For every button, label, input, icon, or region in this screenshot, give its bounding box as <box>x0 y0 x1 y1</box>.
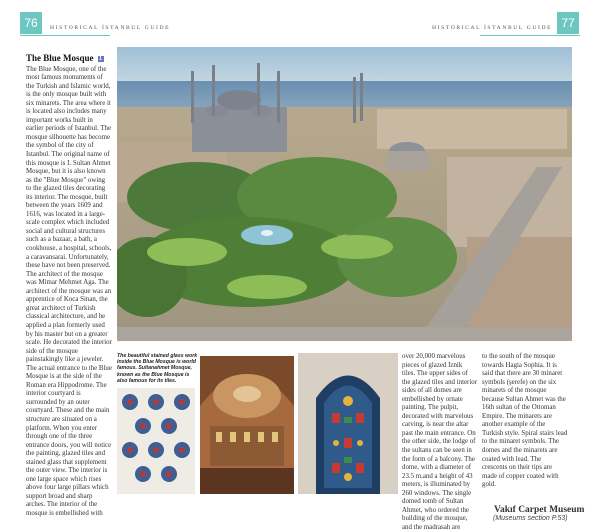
stained-glass-illustration <box>298 353 398 494</box>
article-title-text: The Blue Mosque <box>26 53 94 63</box>
left-page-number: 76 <box>20 12 42 34</box>
iznik-tiles-photo <box>117 388 195 494</box>
mosque-interior-photo <box>200 356 294 494</box>
left-running-title: HISTORICAL İSTANBUL GUIDE <box>50 25 171 31</box>
left-header-rule <box>20 35 110 36</box>
photo-caption: The beautiful stained glass work inside the Blue Mosque is world famous. Sultanahmet Mosque, known as the Blue Mosque is also famous for its tiles. <box>117 353 198 384</box>
aerial-mosque-illustration <box>117 47 572 341</box>
tiles-illustration <box>117 388 195 494</box>
article-number-badge: 1 <box>99 56 102 62</box>
carpet-museum-heading: Vakıf Carpet Museum <box>494 505 585 515</box>
article-title <box>26 54 112 63</box>
left-text-column <box>26 54 112 519</box>
interior-illustration <box>200 356 294 494</box>
stained-glass-photo <box>298 353 398 494</box>
right-running-title: HISTORICAL İSTANBUL GUIDE <box>432 25 553 31</box>
aerial-mosque-photo <box>117 47 572 341</box>
right-text-column: to the south of the mosque towards Hagia Sophia. It is said that there are 30 minaret symbols (şerefe) on the six minarets of the mosque because Sultan Ahmet was the 16th sultan of the Ottoman Empire. The minarets are another example of the Turkish style. Spiral stairs lead to the minaret symbols. The domes and the minarets are coated with lead. The crescents on their tips are made of copper coated with gold. <box>482 353 568 489</box>
right-page-number: 77 <box>557 12 579 34</box>
museums-section-reference: (Museums section P.53) <box>493 515 568 522</box>
middle-text-column: over 20,000 marvelous pieces of glazed Iznik tiles. The upper sides of the glazed tiles and interior sides of all domes are embellished by ornate painting. The pulpit, decorated with marvelous carving, is near the altar past the main entrance. On the other side, the lodge of the sultans can be seen in the form of a balcony. The dome, with a diameter of 23.5 m.and a height of 43 meters, is illuminated by 260 windows. The single domed tomb of Sultan Ahmet, who ordered the building of the mosque, and the madrasah are <box>402 353 478 531</box>
right-header-rule <box>480 35 580 36</box>
left-column-body: The Blue Mosque, one of the most famous monuments of the Turkish and Islamic world, is the only mosque built with six minarets. The area where it is located also includes many important works built in earlier periods of Istanbul. The mosque silhouette has become the symbol of the city of Istanbul. The original name of this mosque is I. Sultan Ahmet Mosque, but it is also known as the "Blue Mosque" owing to the glazed tiles decorating its interior. The mosque, built between the years 1609 and 1616, was located in a large-scale complex which included social and cultural structures such as a bazaar, a bath, a cookhouse, a hospital, schools, a caravansarai. Unfortunately, these have not been preserved. The architect of the mosque was Mimar Mehmet Aga. The architect of the mosque was an apprentice of Koca Sinan, the great architect of Turkish classical architecture, and he applied a plan formerly used by his master but on a greater scale. He decorated the interior side of the mosque painstakingly like a jeweler. The actual entrance to the Blue Mosque is at the side of the Roman era Hippodrome. The interior courtyard is surrounded by an outer courtyard. These and the main structure are situated on a platform. When you enter through one of the three entrance doors, you will notice the painting, glazed tiles and stained glass that supplement the outer view. The interior is one large space which rises above four large pillars which support broad and sharp arches. The interior of the mosque is embellished with <box>26 65 112 517</box>
